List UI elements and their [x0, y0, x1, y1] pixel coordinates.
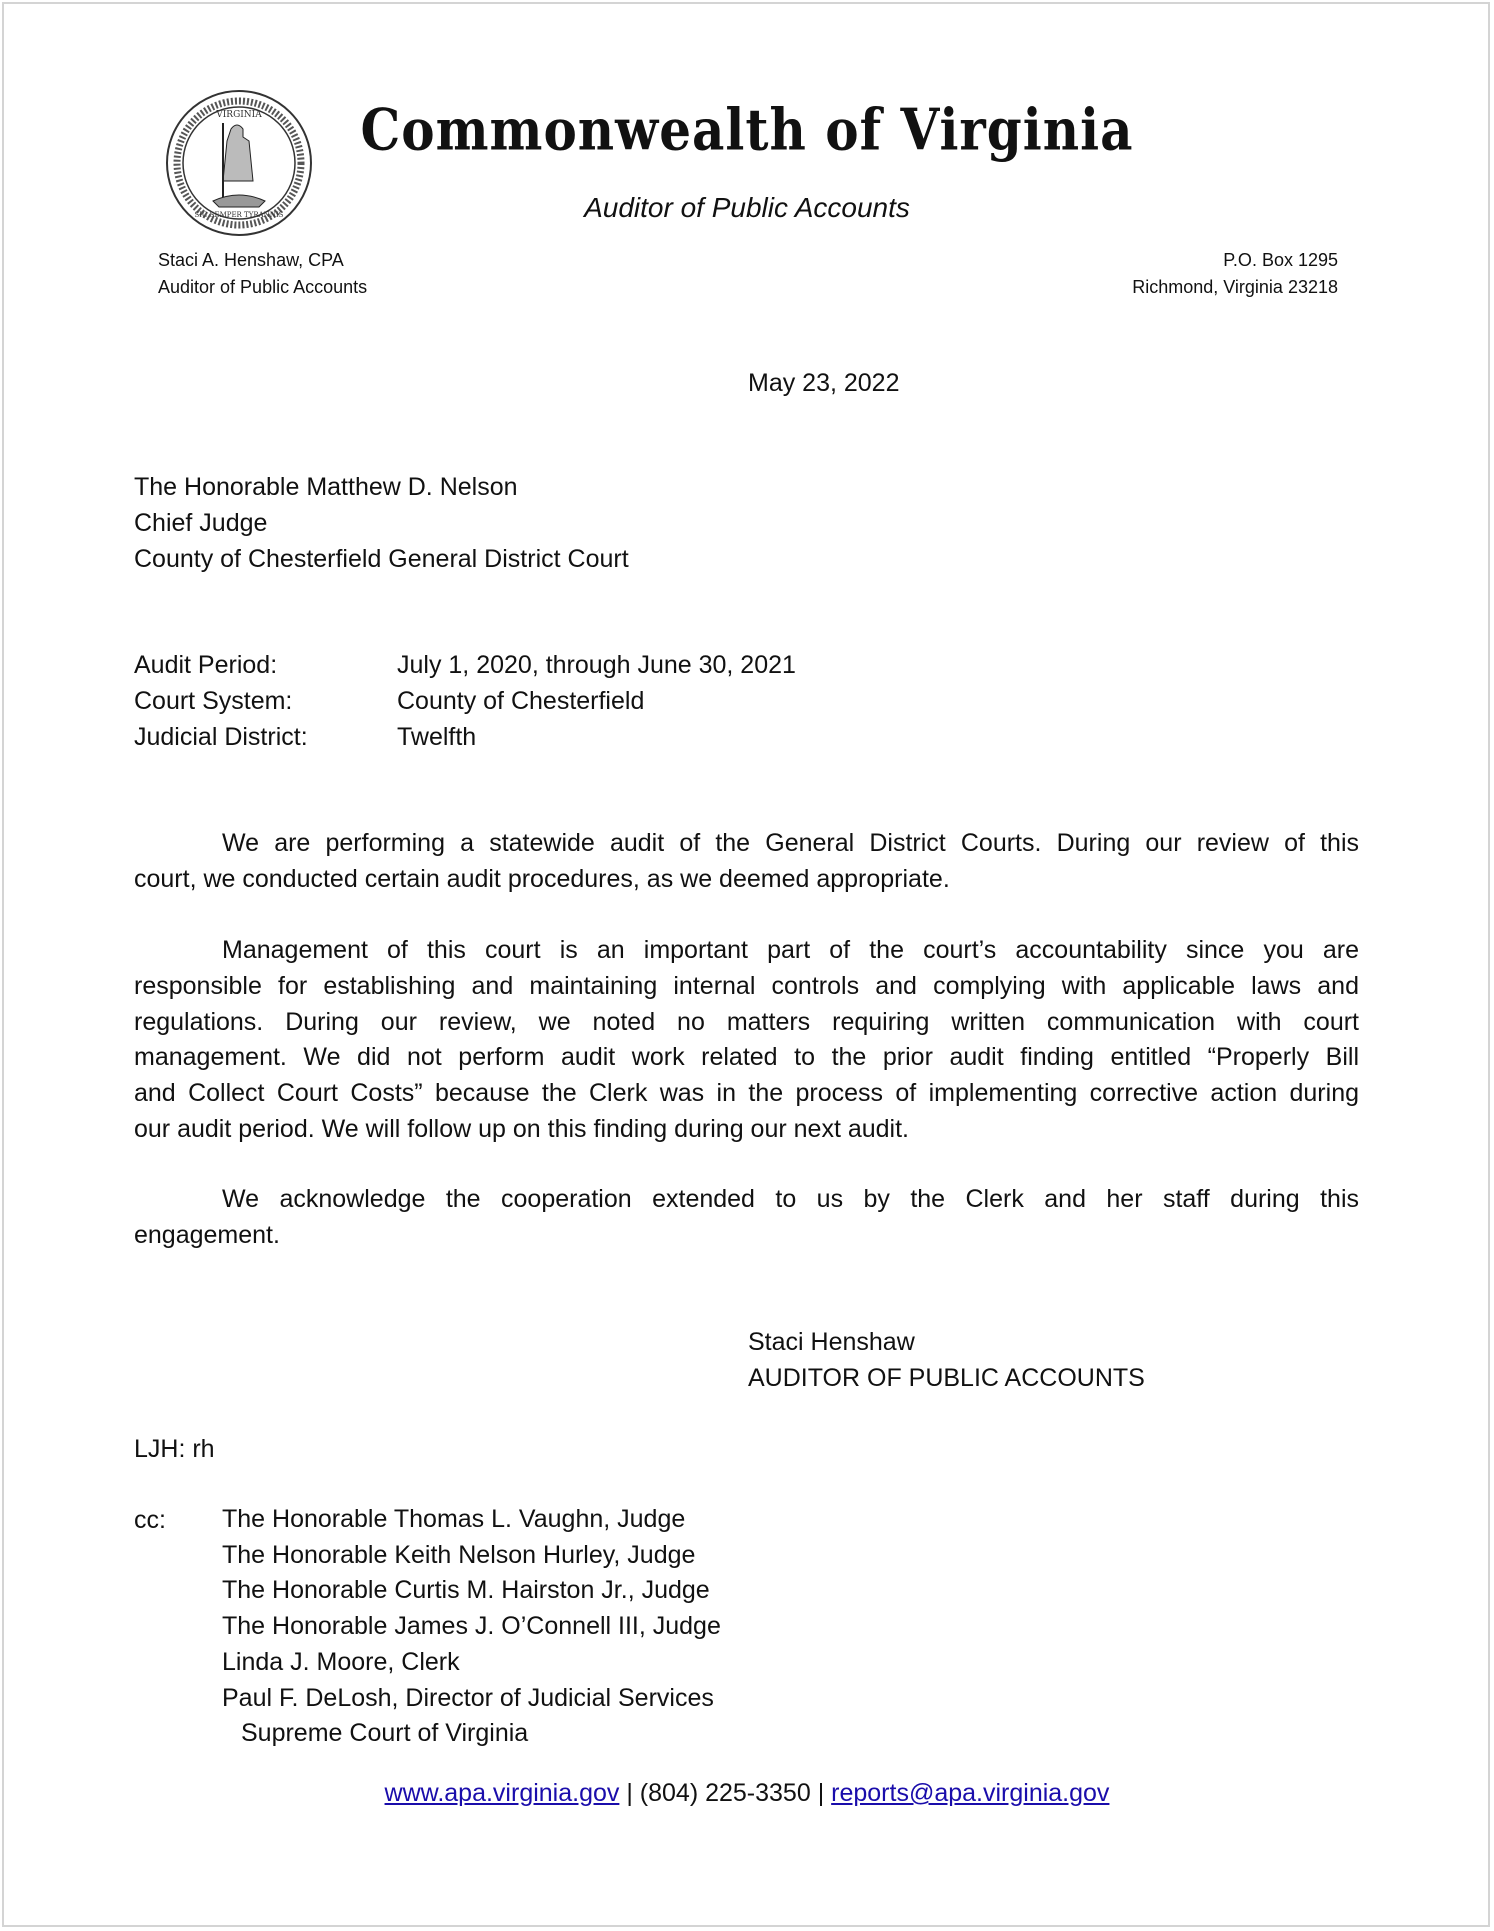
address-block: [1132, 247, 1338, 301]
signature-block: [748, 1324, 1145, 1396]
letterhead-title: Commonwealth of Virginia: [360, 95, 1134, 164]
paragraph-1-line: court, we conducted certain audit procedures, as we deemed appropriate.: [134, 865, 950, 893]
addressee-title: Chief Judge: [134, 509, 268, 537]
paragraph-2-line: responsible for establishing and maintaining internal controls and complying with applicable laws and: [134, 972, 1359, 1000]
audit-info-row: [134, 683, 1359, 719]
signer-name: Staci Henshaw: [748, 1328, 915, 1356]
auditor-title: Auditor of Public Accounts: [158, 277, 368, 297]
audit-info-row: [134, 719, 1359, 755]
cc-recipient: The Honorable Thomas L. Vaughn, Judge: [222, 1505, 686, 1533]
letter-date: May 23, 2022: [748, 369, 900, 397]
footer: [0, 1779, 1494, 1808]
paragraph-2-line: our audit period. We will follow up on this finding during our next audit.: [134, 1115, 909, 1143]
paragraph-2-line: regulations. During our review, we noted no matters requiring written communication with court: [134, 1008, 1359, 1036]
svg-text:SIC SEMPER TYRANNIS: SIC SEMPER TYRANNIS: [194, 211, 284, 219]
city-state-zip: Richmond, Virginia 23218: [1132, 277, 1338, 297]
auditor-name: Staci A. Henshaw, CPA: [158, 250, 344, 270]
addressee-name: The Honorable Matthew D. Nelson: [134, 473, 518, 501]
footer-separator: |: [619, 1779, 640, 1807]
cc-recipient: The Honorable Keith Nelson Hurley, Judge: [222, 1540, 696, 1569]
initials: LJH: rh: [134, 1435, 215, 1463]
paragraph-3-line: engagement.: [134, 1221, 280, 1249]
paragraph-1-line: We are performing a statewide audit of the General District Courts. During our review of this: [222, 829, 1359, 857]
website-link[interactable]: www.apa.virginia.gov: [384, 1779, 620, 1807]
audit-info-value: July 1, 2020, through June 30, 2021: [397, 651, 796, 679]
auditor-block: [158, 247, 367, 301]
svg-text:VIRGINIA: VIRGINIA: [216, 110, 262, 120]
addressee-court: County of Chesterfield General District Court: [134, 545, 629, 573]
email-link[interactable]: reports@apa.virginia.gov: [831, 1779, 1110, 1807]
cc-recipient: The Honorable James J. O’Connell III, Judge: [222, 1612, 721, 1641]
signer-title: AUDITOR OF PUBLIC ACCOUNTS: [748, 1364, 1145, 1392]
audit-info-value: County of Chesterfield: [397, 687, 645, 715]
letterhead-subtitle: Auditor of Public Accounts: [584, 192, 910, 223]
audit-info-label: Court System:: [134, 687, 293, 715]
cc-list: [222, 1502, 721, 1752]
paragraph-3-line: We acknowledge the cooperation extended to us by the Clerk and her staff during this: [222, 1185, 1359, 1213]
audit-info-row: [134, 647, 1359, 683]
audit-info-label: Audit Period:: [134, 651, 278, 679]
cc-recipient: Paul F. DeLosh, Director of Judicial Services: [222, 1683, 714, 1712]
paragraph-2-line: Management of this court is an important part of the court’s accountability since you are: [222, 936, 1359, 964]
audit-info-value: Twelfth: [397, 723, 477, 751]
cc-recipient: The Honorable Curtis M. Hairston Jr., Judge: [222, 1576, 710, 1605]
paragraph-2-line: management. We did not perform audit work related to the prior audit finding entitled “Properly Bill: [134, 1043, 1359, 1071]
audit-info-label: Judicial District:: [134, 723, 308, 751]
po-box: P.O. Box 1295: [1223, 250, 1338, 270]
footer-separator: |: [810, 1779, 832, 1807]
cc-recipient: Supreme Court of Virginia: [241, 1719, 529, 1748]
cc-recipient: Linda J. Moore, Clerk: [222, 1647, 460, 1676]
cc-label: cc:: [134, 1506, 166, 1534]
phone-number: (804) 225-3350: [639, 1779, 811, 1807]
paragraph-2-line: and Collect Court Costs” because the Clerk was in the process of implementing corrective action during: [134, 1079, 1359, 1107]
